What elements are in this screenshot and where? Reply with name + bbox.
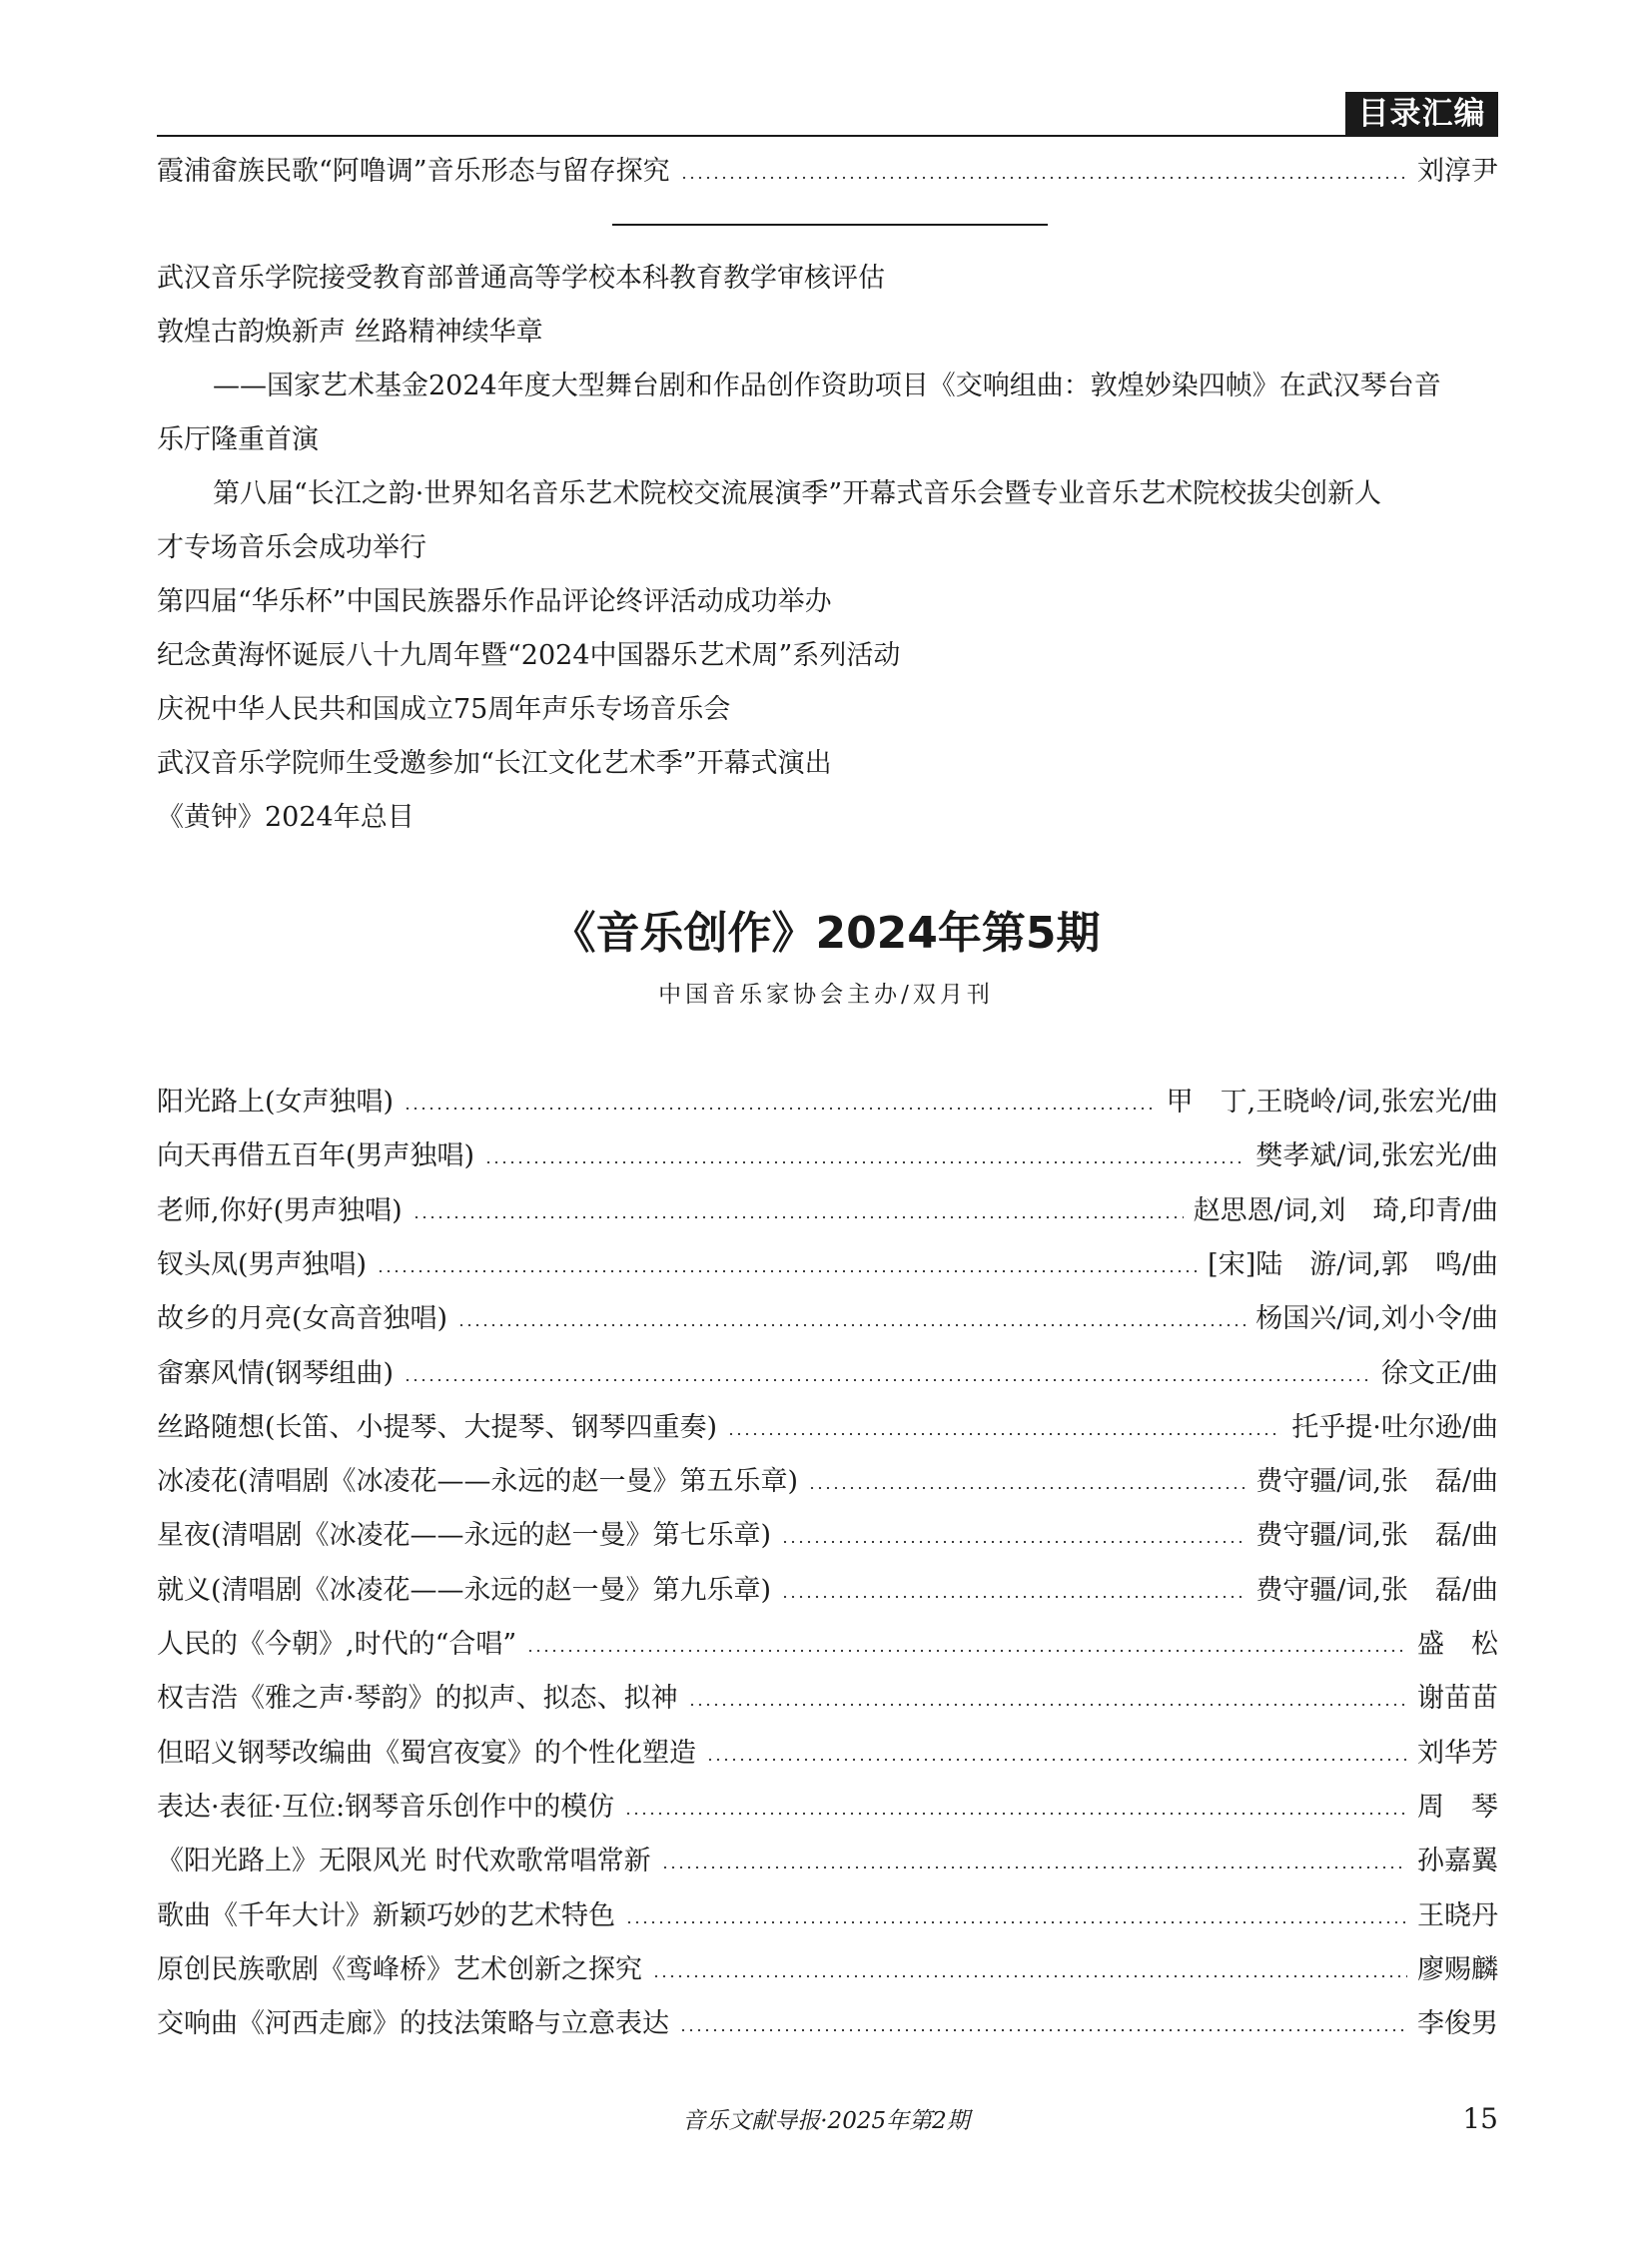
toc-entry bbox=[157, 1842, 1498, 1881]
dot-leader bbox=[688, 1703, 1407, 1707]
toc-entry-title: 霞浦畲族民歌“阿噜调”音乐形态与留存探究 bbox=[157, 156, 670, 187]
toc-entry-title: 阳光路上(女声独唱) bbox=[157, 1087, 395, 1118]
news-line: 武汉音乐学院接受教育部普通高等学校本科教育教学审核评估 bbox=[157, 263, 885, 294]
toc-entry-title: 歌曲《千年大计》新颖巧妙的艺术特色 bbox=[157, 1900, 615, 1931]
toc-entry-author: 周 琴 bbox=[1417, 1792, 1498, 1823]
toc-entry bbox=[157, 1408, 1498, 1448]
toc-entry bbox=[157, 1136, 1498, 1176]
news-line: 敦煌古韵焕新声 丝路精神续华章 bbox=[157, 317, 543, 348]
toc-entry-author: 费守疆/词,张 磊/曲 bbox=[1255, 1520, 1498, 1551]
news-line: ——国家艺术基金2024年度大型舞台剧和作品创作资助项目《交响组曲：敦煌妙染四帧》在武汉琴台音 bbox=[213, 371, 1441, 401]
toc-entry bbox=[157, 1516, 1498, 1556]
toc-entry-author: 廖赐麟 bbox=[1417, 1954, 1498, 1985]
page-number: 15 bbox=[1462, 2102, 1498, 2135]
news-line: 《黄钟》2024年总目 bbox=[157, 802, 414, 833]
toc-entry-title: 老师,你好(男声独唱) bbox=[157, 1195, 403, 1226]
toc-entry-title: 冰凌花(清唱剧《冰凌花——永远的赵一曼》第五乐章) bbox=[157, 1466, 799, 1497]
dot-leader bbox=[457, 1323, 1245, 1327]
toc-entry-author: 托乎提·吐尔逊/曲 bbox=[1291, 1412, 1498, 1443]
toc-entry-author: 盛 松 bbox=[1417, 1629, 1498, 1660]
toc-entry-title: 交响曲《河西走廊》的技法策略与立意表达 bbox=[157, 2008, 669, 2039]
toc-entry-title: 畲寨风情(钢琴组曲) bbox=[157, 1358, 395, 1389]
dot-leader bbox=[652, 1974, 1407, 1978]
toc-entry-author: 杨国兴/词,刘小令/曲 bbox=[1255, 1303, 1498, 1334]
toc-entry-author: 费守疆/词,张 磊/曲 bbox=[1255, 1575, 1498, 1606]
header-rule bbox=[157, 135, 1498, 137]
toc-entry bbox=[157, 1788, 1498, 1828]
dot-leader bbox=[661, 1866, 1407, 1869]
toc-entry-author: 谢苗苗 bbox=[1417, 1683, 1498, 1714]
toc-entry bbox=[157, 1679, 1498, 1719]
news-line: 第四届“华乐杯”中国民族器乐作品评论终评活动成功举办 bbox=[157, 586, 832, 617]
toc-entry-author: 赵思恩/词,刘 琦,印青/曲 bbox=[1193, 1195, 1498, 1226]
dot-leader bbox=[808, 1486, 1245, 1490]
section-divider bbox=[612, 224, 1048, 226]
toc-entry-title: 权吉浩《雅之声·琴韵》的拟声、拟态、拟神 bbox=[157, 1683, 678, 1714]
footer-journal: 音乐文献导报·2025年第2期 bbox=[682, 2108, 970, 2134]
issue-subtitle: 中国音乐家协会主办/双月刊 bbox=[658, 982, 994, 1008]
toc-entry bbox=[157, 2004, 1498, 2044]
toc-entry bbox=[157, 1083, 1498, 1122]
toc-entry bbox=[157, 1299, 1498, 1339]
toc-entry-author: 王晓丹 bbox=[1417, 1900, 1498, 1931]
toc-entry-title: 星夜(清唱剧《冰凌花——永远的赵一曼》第七乐章) bbox=[157, 1520, 772, 1551]
toc-entry-author: 李俊男 bbox=[1417, 2008, 1498, 2039]
toc-entry bbox=[157, 1354, 1498, 1394]
toc-entry-author: 甲 丁,王晓岭/词,张宏光/曲 bbox=[1166, 1087, 1498, 1118]
toc-entry-title: 就义(清唱剧《冰凌花——永远的赵一曼》第九乐章) bbox=[157, 1575, 772, 1606]
toc-entry bbox=[157, 1734, 1498, 1774]
news-line: 纪念黄海怀诞辰八十九周年暨“2024中国器乐艺术周”系列活动 bbox=[157, 640, 901, 671]
toc-entry-title: 向天再借五百年(男声独唱) bbox=[157, 1140, 475, 1171]
toc-entry-title: 表达·表征·互位:钢琴音乐创作中的模仿 bbox=[157, 1792, 615, 1823]
dot-leader bbox=[484, 1160, 1245, 1164]
toc-entry bbox=[157, 1191, 1498, 1231]
toc-entry-title: 《阳光路上》无限风光 时代欢歌常唱常新 bbox=[157, 1846, 651, 1876]
toc-entry-author: 刘华芳 bbox=[1417, 1738, 1498, 1769]
dot-leader bbox=[526, 1649, 1407, 1653]
dot-leader bbox=[404, 1378, 1371, 1382]
toc-entry-author: 樊孝斌/词,张宏光/曲 bbox=[1255, 1140, 1498, 1171]
dot-leader bbox=[680, 176, 1407, 180]
toc-entry-title: 丝路随想(长笛、小提琴、大提琴、钢琴四重奏) bbox=[157, 1412, 718, 1443]
toc-entry-title: 钗头凤(男声独唱) bbox=[157, 1249, 368, 1280]
toc-entry bbox=[157, 1462, 1498, 1502]
toc-entry-author: 孙嘉翼 bbox=[1417, 1846, 1498, 1876]
dot-leader bbox=[413, 1215, 1184, 1219]
toc-entry bbox=[157, 1571, 1498, 1611]
dot-leader bbox=[781, 1540, 1245, 1544]
toc-entry-author: 费守疆/词,张 磊/曲 bbox=[1255, 1466, 1498, 1497]
dot-leader bbox=[625, 1920, 1407, 1924]
news-line: 才专场音乐会成功举行 bbox=[157, 532, 426, 563]
toc-entry-title: 人民的《今朝》,时代的“合唱” bbox=[157, 1629, 517, 1660]
toc-entry bbox=[157, 1245, 1498, 1285]
dot-leader bbox=[679, 2028, 1407, 2032]
toc-entry bbox=[157, 1950, 1498, 1990]
toc-entry-author: 徐文正/曲 bbox=[1380, 1358, 1498, 1389]
toc-entry-title: 故乡的月亮(女高音独唱) bbox=[157, 1303, 448, 1334]
toc-entry-author: [宋]陆 游/词,郭 鸣/曲 bbox=[1208, 1249, 1498, 1280]
dot-leader bbox=[377, 1269, 1198, 1273]
dot-leader bbox=[727, 1432, 1281, 1436]
toc-entry bbox=[157, 1625, 1498, 1665]
dot-leader bbox=[624, 1812, 1407, 1816]
toc-entry-title: 原创民族歌剧《鸾峰桥》艺术创新之探究 bbox=[157, 1954, 642, 1985]
news-line: 庆祝中华人民共和国成立75周年声乐专场音乐会 bbox=[157, 694, 731, 725]
dot-leader bbox=[706, 1758, 1407, 1762]
issue-title: 《音乐创作》2024年第5期 bbox=[551, 908, 1101, 959]
dot-leader bbox=[781, 1595, 1245, 1599]
toc-entry bbox=[157, 1896, 1498, 1936]
toc-entry-title: 但昭义钢琴改编曲《蜀宫夜宴》的个性化塑造 bbox=[157, 1738, 696, 1769]
toc-entry bbox=[157, 152, 1498, 192]
dot-leader bbox=[404, 1107, 1157, 1111]
toc-entry-author: 刘淳尹 bbox=[1417, 156, 1498, 187]
news-line: 乐厅隆重首演 bbox=[157, 424, 319, 455]
section-badge: 目录汇编 bbox=[1345, 92, 1498, 136]
news-line: 第八届“长江之韵·世界知名音乐艺术院校交流展演季”开幕式音乐会暨专业音乐艺术院校拔尖创新人 bbox=[213, 478, 1382, 509]
news-line: 武汉音乐学院师生受邀参加“长江文化艺术季”开幕式演出 bbox=[157, 748, 832, 779]
